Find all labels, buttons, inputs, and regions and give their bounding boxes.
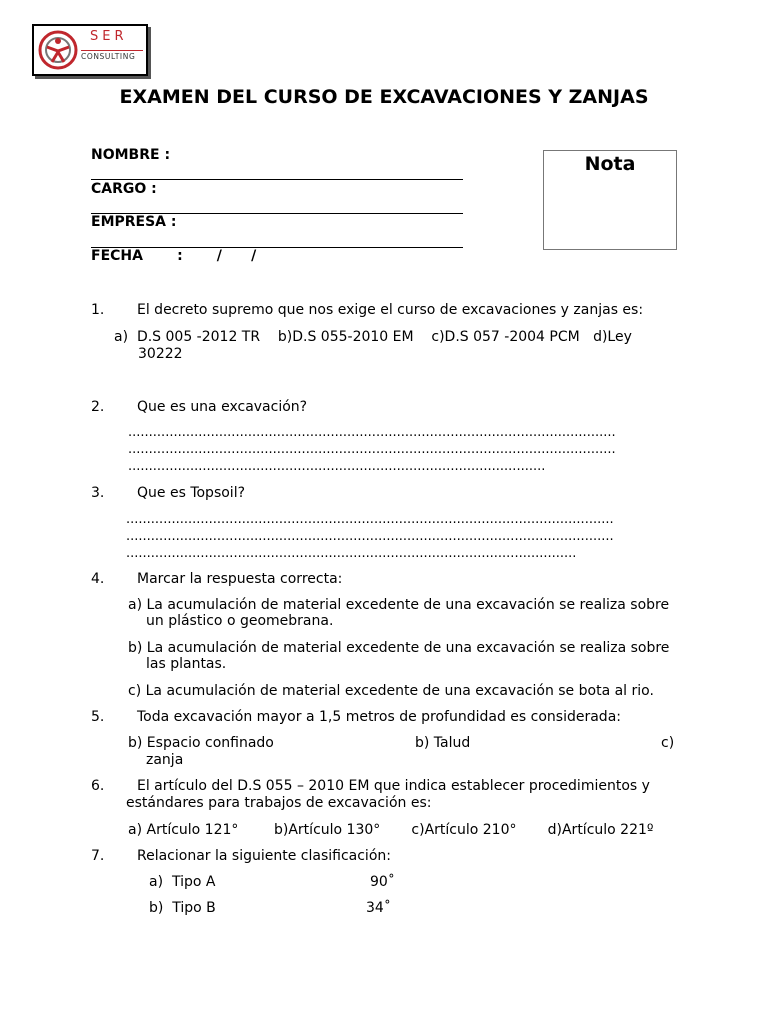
question-text: Que es una excavación?: [137, 399, 308, 415]
answer-line[interactable]: ......................................................................................................................: [126, 512, 614, 527]
question-number: 7.: [91, 848, 105, 864]
option-a[interactable]: a) La acumulación de material excedente de una excavación se realiza sobre: [128, 597, 670, 613]
empresa-label: EMPRESA :: [91, 214, 177, 230]
fecha-label: FECHA : / /: [91, 248, 257, 264]
grade-label: Nota: [584, 153, 636, 175]
question-text: Que es Topsoil?: [137, 485, 246, 501]
question-number: 6.: [91, 778, 105, 794]
option-b[interactable]: b) La acumulación de material excedente de una excavación se realiza sobre: [128, 640, 670, 656]
option-c-zanja-cont: zanja: [146, 752, 184, 768]
logo-emblem-icon: [37, 29, 79, 71]
question-text: Marcar la respuesta correcta:: [137, 571, 343, 587]
question-1-options-cont: 30222: [138, 346, 183, 362]
answer-line[interactable]: .....................................................................................................: [128, 459, 546, 474]
company-logo: [32, 24, 148, 76]
tipo-a-value: 90˚: [370, 874, 395, 890]
logo-subtitle: CONSULTING: [81, 52, 136, 61]
nombre-label: NOMBRE :: [91, 147, 171, 163]
question-text: El decreto supremo que nos exige el curso de excavaciones y zanjas es:: [137, 302, 644, 318]
logo-name: SER: [90, 29, 128, 44]
question-text: Toda excavación mayor a 1,5 metros de profundidad es considerada:: [137, 709, 621, 725]
grade-box[interactable]: [543, 150, 677, 250]
answer-line[interactable]: ......................................................................................................................: [128, 425, 616, 440]
question-number: 2.: [91, 399, 105, 415]
option-b-talud[interactable]: b) Talud: [415, 735, 471, 751]
question-text: El artículo del D.S 055 – 2010 EM que indica establecer procedimientos y: [137, 778, 650, 794]
answer-line[interactable]: ......................................................................................................................: [126, 529, 614, 544]
tipo-a-label: a) Tipo A: [149, 874, 216, 890]
option-b-espacio[interactable]: b) Espacio confinado: [128, 735, 274, 751]
exam-title: EXAMEN DEL CURSO DE EXCAVACIONES Y ZANJAS: [119, 86, 649, 108]
option-a-cont: un plástico o geomebrana.: [146, 613, 334, 629]
question-number: 1.: [91, 302, 105, 318]
nombre-line[interactable]: [91, 179, 463, 180]
option-b-cont: las plantas.: [146, 656, 227, 672]
option-c[interactable]: c) La acumulación de material excedente de una excavación se bota al rio.: [128, 683, 654, 699]
tipo-b-label: b) Tipo B: [149, 900, 216, 916]
option-c-zanja[interactable]: c): [661, 735, 675, 751]
cargo-label: CARGO :: [91, 181, 157, 197]
question-number: 4.: [91, 571, 105, 587]
answer-line[interactable]: ......................................................................................................................: [128, 442, 616, 457]
tipo-b-value: 34˚: [366, 900, 391, 916]
logo-divider: [81, 50, 143, 51]
answer-line[interactable]: .............................................................................................................: [126, 546, 577, 561]
question-number: 3.: [91, 485, 105, 501]
question-6-cont: estándares para trabajos de excavación es:: [126, 795, 432, 811]
question-6-options[interactable]: a) Artículo 121° b)Artículo 130° c)Artículo 210° d)Artículo 221º: [128, 822, 654, 838]
question-1-options: a) D.S 005 -2012 TR b)D.S 055-2010 EM c)D.S 057 -2004 PCM d)Ley: [114, 329, 632, 345]
question-text: Relacionar la siguiente clasificación:: [137, 848, 391, 864]
question-number: 5.: [91, 709, 105, 725]
